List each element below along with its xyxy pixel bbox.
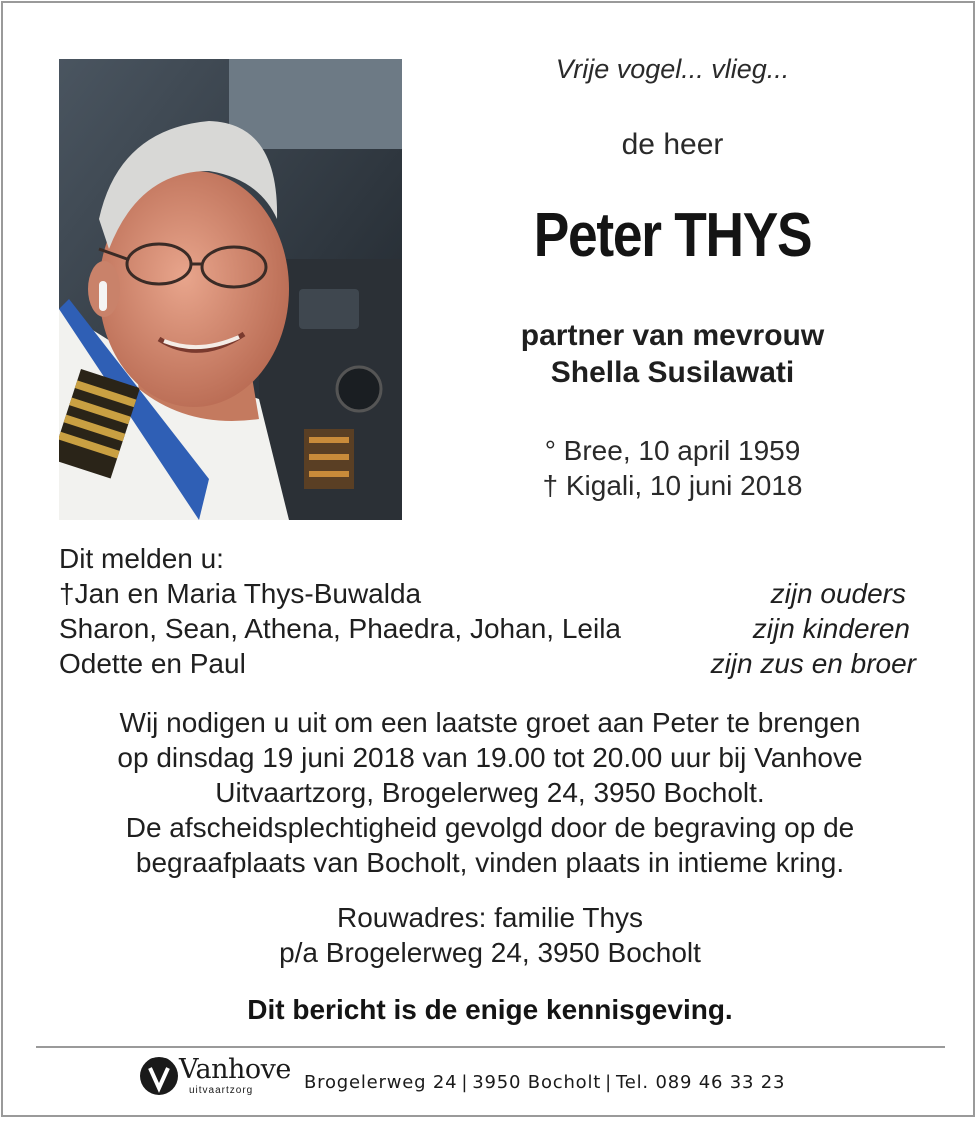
- relative-relation: zijn kinderen: [752, 613, 910, 644]
- invitation-line: begraafplaats van Bocholt, vinden plaats in intieme kring.: [135, 847, 845, 878]
- relative-names: Odette en Paul: [59, 648, 246, 679]
- logo-v-emblem-icon: [137, 1052, 181, 1098]
- partner-line-2: Shella Susilawati: [550, 356, 795, 389]
- footer-contact: [304, 1072, 785, 1093]
- relative-relation: zijn zus en broer: [710, 648, 916, 679]
- invitation-line: De afscheidsplechtigheid gevolgd door de begraving op de: [125, 812, 855, 843]
- invitation-line: Wij nodigen u uit om een laatste groet aan Peter te brengen: [119, 707, 861, 738]
- invitation-paragraph: [40, 705, 940, 880]
- relative-relation: zijn ouders: [770, 578, 906, 609]
- partner-block: [440, 317, 905, 391]
- motto: Vrije vogel... vlieg...: [555, 54, 790, 84]
- relative-row: [59, 576, 906, 611]
- invitation-line: Uitvaartzorg, Brogelerweg 24, 3950 Bocholt.: [215, 777, 765, 808]
- invitation-line: op dinsdag 19 juni 2018 van 19.00 tot 20.00 uur bij Vanhove: [117, 742, 863, 773]
- relative-names: †Jan en Maria Thys-Buwalda: [59, 578, 422, 609]
- brand-name: Vanhove: [179, 1054, 291, 1085]
- relatives-intro: Dit melden u:: [59, 543, 224, 574]
- address-line: p/a Brogelerweg 24, 3950 Bocholt: [279, 937, 701, 968]
- portrait-photo: [59, 59, 402, 520]
- mourning-address: [40, 900, 940, 970]
- brand-subtitle: uitvaartzorg: [189, 1085, 254, 1096]
- footer-separator: |: [605, 1072, 613, 1093]
- honorific: de heer: [621, 128, 724, 161]
- partner-line-1: partner van mevrouw: [520, 319, 825, 352]
- birth-line: ° Bree, 10 april 1959: [544, 435, 801, 466]
- deceased-name: Peter THYS: [533, 201, 812, 270]
- relatives-intro-row: [59, 541, 921, 576]
- relative-names: Sharon, Sean, Athena, Phaedra, Johan, Leila: [59, 613, 621, 644]
- vanhove-logo: [137, 1052, 297, 1102]
- footer-divider: [36, 1046, 945, 1048]
- footer-street: Brogelerweg 24: [304, 1072, 458, 1093]
- relative-row: [59, 611, 910, 646]
- footer-city: 3950 Bocholt: [472, 1072, 602, 1093]
- address-line: Rouwadres: familie Thys: [336, 902, 644, 933]
- dates-block: [440, 433, 905, 503]
- relatives-block: [59, 541, 921, 681]
- death-line: † Kigali, 10 juni 2018: [542, 470, 803, 501]
- footer-phone: Tel. 089 46 33 23: [616, 1072, 786, 1093]
- footer-separator: |: [461, 1072, 469, 1093]
- notice-statement: Dit bericht is de enige kennisgeving.: [247, 994, 733, 1025]
- relative-row: [59, 646, 916, 681]
